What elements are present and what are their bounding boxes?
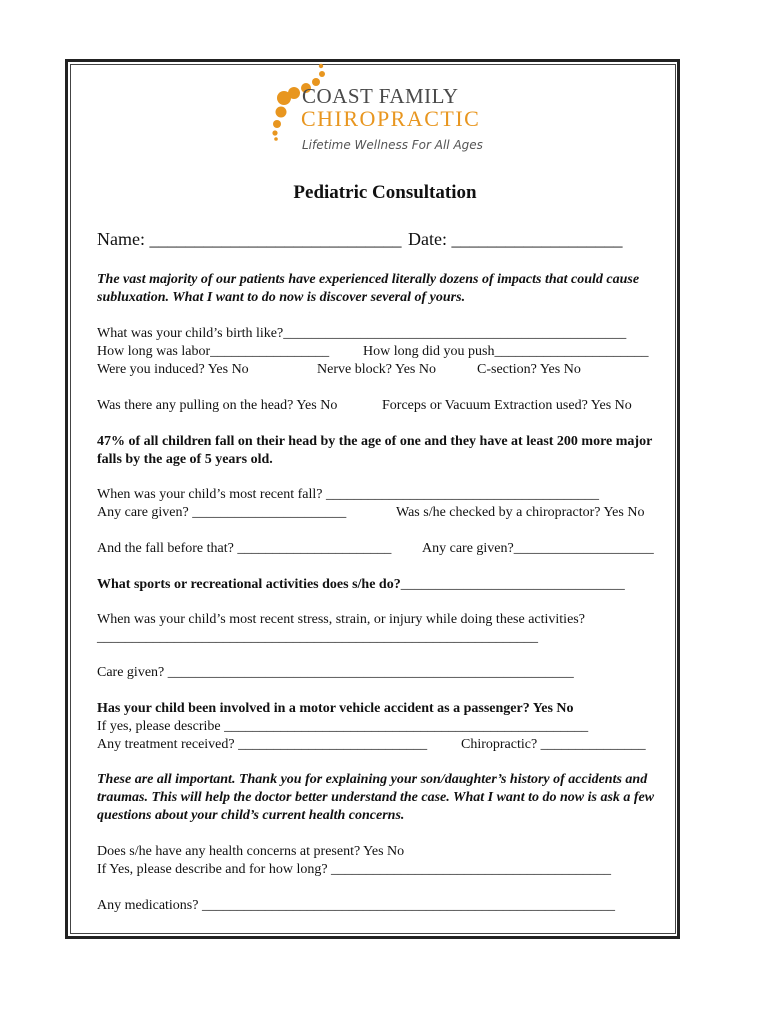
push-question[interactable]: How long did you push______________________ <box>363 344 649 359</box>
recent-stress-question[interactable]: When was your child’s most recent stress, strain, or injury while doing these activities?_______________________________________________________________ <box>97 612 585 645</box>
csection-question[interactable]: C-section? Yes No <box>477 362 581 377</box>
mva-question[interactable]: Has your child been involved in a motor vehicle accident as a passenger? Yes No <box>97 701 574 716</box>
fall-statistic: 47% of all children fall on their head by the age of one and they have at least 200 more major falls by the age of 5 years old. <box>97 434 653 467</box>
fall-before-question[interactable]: And the fall before that? ______________________ <box>97 541 392 556</box>
sports-label: What sports or recreational activities does s/he do? <box>97 577 401 592</box>
sports-question[interactable] <box>97 576 625 594</box>
intro-text: The vast majority of our patients have experienced literally dozens of impacts that could cause subluxation. What I want to do now is discover several of yours. <box>97 272 640 305</box>
any-care-question[interactable]: Any care given?____________________ <box>422 541 654 556</box>
name-field[interactable]: Name: ____________________________ <box>97 229 402 249</box>
important-note: These are all important. Thank you for explaining your son/daughter’s history of accidents and traumas. This will help the doctor better understand the case. What I want to do now is ask a few questions about your child’s current health concerns. <box>97 772 655 823</box>
labor-question[interactable]: How long was labor_________________ <box>97 344 330 359</box>
forceps-question[interactable]: Forceps or Vacuum Extraction used? Yes No <box>382 398 632 413</box>
sports-blank[interactable]: ________________________________ <box>400 577 625 592</box>
treatment-field[interactable]: Any treatment received? ___________________________ <box>97 737 428 752</box>
care-given-2-question[interactable]: Care given? __________________________________________________________ <box>97 665 574 680</box>
chiropractor-checked-question[interactable]: Was s/he checked by a chiropractor? Yes No <box>396 505 645 520</box>
chiropractic-field[interactable]: Chiropractic? _______________ <box>461 737 646 752</box>
nerve-block-question[interactable]: Nerve block? Yes No <box>317 362 436 377</box>
clinic-logo <box>266 62 496 158</box>
birth-question[interactable]: What was your child’s birth like?_________________________________________________ <box>97 326 627 341</box>
describe-duration-field[interactable]: If Yes, please describe and for how long? ________________________________________ <box>97 862 612 877</box>
date-field[interactable]: Date: ___________________ <box>408 229 623 249</box>
health-concerns-question[interactable]: Does s/he have any health concerns at present? Yes No <box>97 844 405 859</box>
logo-line-2: CHIROPRACTIC <box>301 106 481 131</box>
care-given-question[interactable]: Any care given? ______________________ <box>97 505 347 520</box>
page-title: Pediatric Consultation <box>293 182 477 203</box>
logo-line-1: COAST FAMILY <box>302 84 459 108</box>
medications-field[interactable]: Any medications? ___________________________________________________________ <box>97 898 615 913</box>
induced-question[interactable]: Were you induced? Yes No <box>97 362 249 377</box>
pulling-question[interactable]: Was there any pulling on the head? Yes No <box>97 398 338 413</box>
recent-fall-question[interactable]: When was your child’s most recent fall? _______________________________________ <box>97 487 599 502</box>
logo-tagline: Lifetime Wellness For All Ages <box>302 138 483 152</box>
mva-describe-field[interactable]: If yes, please describe ____________________________________________________ <box>97 719 589 734</box>
